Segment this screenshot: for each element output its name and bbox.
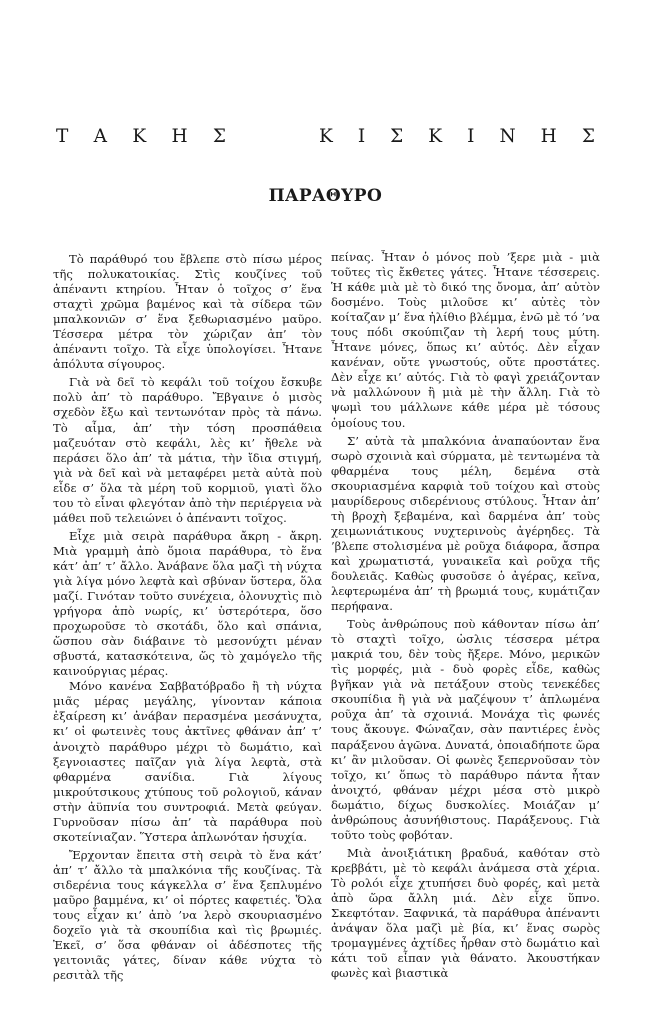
author-letter: Τ [56,126,69,147]
author-first-name [56,126,226,148]
paragraph: Μόνο κανένα Σαββατόβραδο ἢ τὴ νύχτα μιᾶς μέρας μεγάλης, γίνονταν κάποια ἐξαίρεση κι’ ἀνάβαν περασμένα μεσάνυχτα, κι’ οἱ φωτεινὲς τους ἀκτῖνες φθάναν ἀπ’ τ’ ἀνοιχτὸ παράθυρο μέχρι τὸ δωμάτιο, καὶ ξεγνοιαστες παῖζαν γιὰ λίγα λεφτὰ, στὰ φθαρμένα σανίδια. Γιὰ λίγους μικρούτσικους χτύπους τοῦ ρολογιοῦ, κάναν στὴν ἀϋπνία του συντροφιά. Μετὰ φεύγαν. Γυρνοῦσαν πίσω ἀπ’ τὰ παράθυρα ποὺ σκοτείνιαζαν. Ὕστερα ἀπλωνόταν ἡσυχία. [53,679,322,844]
author-letter: Κ [428,126,443,147]
author-letter: Σ [212,126,226,147]
paragraph: πείνας. Ἦταν ὁ μόνος ποὺ ’ξερε μιὰ - μιὰ τοῦτες τὶς ἔκθετες γάτες. Ἦτανε τέσσερεις. Ἡ κάθε μιὰ μὲ τὸ δικό της ὄνομα, ἀπ’ αὐτὸν δοσμένο. Τοὺς μιλοῦσε κι’ αὐτὲς τὸν κοίταζαν μ’ ἕνα ἠλίθιο βλέμμα, ἐνῶ μὲ τό ’να τους πόδι σκούπιζαν τὴ λερή τους μύτη. Ἦτανε μόνες, ὅπως κι’ αὐτός. Δὲν εἶχαν κανέναν, οὔτε γνωστούς, οὔτε προστάτες. Δὲν εἶχε κι’ αὐτός. Γιὰ τὸ φαγὶ χρειάζονταν νὰ μαλλώνουν ἢ μιὰ μὲ τὴν ἄλλη. Γιὰ τὸ ψωμὶ του μάλλωνε κάθε μέρα μὲ τόσους ὁμοίους του. [331,250,600,430]
author-last-name [319,126,595,148]
text-column-right [331,250,600,984]
author-letter: Ι [357,126,366,147]
paragraph: Τὸ παράθυρό του ἔβλεπε στὸ πίσω μέρος τῆς πολυκατοικίας. Στὶς κουζίνες τοῦ ἀπέναντι κτηρίου. Ἦταν ὁ τοῖχος σ’ ἕνα σταχτὶ χρῶμα βαμένος καὶ τὰ σίδερα τῶν μπαλκονιῶν σ’ ἕνα ξεθωριασμένο μαῦρο. Τέσσερα μέτρα τὸν χώριζαν ἀπ’ τὸν ἀπέναντι τοῖχο. Τὰ εἶχε ὑπολογίσει. Ἦτανε ἀπόλυτα σίγουρος. [53,252,322,372]
author-letter: Κ [319,126,333,147]
author-letter: Σ [581,126,595,147]
paragraph: Μιὰ ἀνοιξιάτικη βραδυά, καθόταν στὸ κρεββάτι, μὲ τὸ κεφάλι ἀνάμεσα στὰ χέρια. Τὸ ρολόι εἶχε χτυπήσει δυὸ φορές, καὶ μετὰ ἀπὸ ὥρα ἄλλη μιά. Δὲν εἶχε ὕπνο. Σκεφτόταν. Ξαφνικά, τὰ παράθυρα ἀπέναντι ἀνάψαν ὅλα μαζὶ μὲ βία, κι’ ἕνας σωρὸς τρομαγμένες ἀχτίδες ἦρθαν στὸ δωμάτιο καὶ κάτι τοῦ εἶπαν γιὰ θάνατο. Ἀκουστήκαν φωνὲς καὶ βιαστικὰ [331,845,600,981]
paragraph: Εἶχε μιὰ σειρὰ παράθυρα ἄκρη - ἄκρη. Μιὰ γραμμὴ ἀπὸ ὅμοια παράθυρα, τὸ ἕνα κάτ’ ἀπ’ τ’ ἄλλο. Ἀνάβανε ὅλα μαζὶ τὴ νύχτα γιὰ λίγα μόνο λεφτὰ καὶ σβύναν ὕστερα, ὅλα μαζί. Γινόταν τοῦτο συνέχεια, ὁλονυχτὶς πιὸ γρήγορα ἀπὸ νωρίς, κι’ ὑστερότερα, ὅσο προχωροῦσε τὸ σκοτάδι, ὅλο καὶ σπάνια, ὥσπου σὰν διάβαινε τὸ μεσονύχτι μέναν σβυστά, κατασκότεινα, ὥς τὸ χαμόγελο τῆς καινούργιας μέρας. [53,528,322,679]
author-name [56,126,595,148]
author-letter: Η [171,126,188,147]
author-letter: Η [540,126,557,147]
author-letter: Α [93,126,108,147]
paragraph: Γιὰ νὰ δεῖ τὸ κεφάλι τοῦ τοίχου ἔσκυβε πολὺ ἀπ’ τὸ παράθυρο. Ἔβγαινε ὁ μισὸς σχεδὸν ἔξω καὶ τεντωνόταν πρὸς τὰ πάνω. Τὸ αἷμα, ἀπ’ τὴν τόση προσπάθεια μαζευόταν στὸ κεφάλι, λὲς κι’ ἤθελε νὰ περάσει ὅλο ἀπ’ τὰ μάτια, τὴν ἴδια στιγμή, γιὰ νὰ δεῖ καὶ νὰ μεταφέρει μετὰ αὐτὰ ποὺ εἶδε σ’ ὅλα τὰ μέρη τοῦ κορμιοῦ, γιατὶ ὅλο του τὸ εἶναι φλεγόταν ἀπὸ τὴν περιέργεια νὰ μάθει ποῦ τελειώνει ὁ ἀπέναντι τοῖχος. [53,375,322,525]
author-letter: Σ [390,126,404,147]
paragraph: Ἔρχονταν ἔπειτα στὴ σειρὰ τὸ ἕνα κάτ’ ἀπ’ τ’ ἄλλο τὰ μπαλκόνια τῆς κουζίνας. Τὰ σιδερένια τους κάγκελλα σ’ ἕνα ξεπλυμένο μαῦρο βαμμένα, κι’ οἱ πόρτες καφετιές. Ὅλα τους εἶχαν κι’ ἀπὸ ’να λερὸ σκουριασμένο δοχεῖο γιὰ τὰ σκουπίδια καὶ τὶς βρωμιές. Ἐκεῖ, σ’ ὅσα φθάναν οἱ ἀδέσποτες τῆς γειτονιᾶς γάτες, δίναν κάθε νύχτα τὸ ρεσιτὰλ τῆς [53,847,322,983]
story-title: ΠΑΡΑΘΥΡΟ [268,186,383,206]
author-letter: Κ [132,126,147,147]
author-letter: Ν [499,126,516,147]
author-letter: Ι [467,126,475,147]
paragraph: Τοὺς ἀνθρώπους ποὺ κάθονταν πίσω ἀπ’ τὸ σταχτὶ τοῖχο, ὡσλις τέσσερα μέτρα μακριά του, δὲν τοὺς ἤξερε. Μόνο, μερικῶν τὶς μορφές, μιὰ - δυὸ φορὲς εἶδε, καθὼς βγῆκαν γιὰ νὰ πετάξουν στοὺς τενεκέδες σκουπίδια ἢ γιὰ νὰ μαζέψουν τ’ ἁπλωμένα ροῦχα ἀπ’ τὰ σχοινιά. Μονάχα τὶς φωνές τους ἄκουγε. Φώναζαν, σὰν παντιέρες ἑνὸς παράξενου ἀγῶνα. Δυνατά, ὁποιαδήποτε ὥρα κι’ ἂν μιλοῦσαν. Οἱ φωνὲς ξεπερνοῦσαν τὸν τοῖχο, κι’ ὅπως τὸ παράθυρο πάντα ἦταν ἀνοιχτό, φθάναν μέχρι μέσα στὸ μικρὸ δωμάτιο, δίχως δυσκολίες. Μοιάζαν μ’ ἀνθρώπους ἀσυνήθιστους. Παράξενους. Γιὰ τοῦτο τοὺς φοβόταν. [331,617,600,842]
text-column-left [53,252,322,986]
paragraph: Σ’ αὐτὰ τὰ μπαλκόνια ἀναπαύονταν ἕνα σωρὸ σχοινιὰ καὶ σύρματα, μὲ τεντωμένα τὰ φθαρμένα τους μέλη, δεμένα στὰ σκουριασμένα καρφιὰ τοῦ τοίχου καὶ στοὺς μαυρίδερους σιδερένιους στύλους. Ἦταν ἀπ’ τὴ βροχὴ ξεβαμένα, καὶ δαρμένα ἀπ’ τοὺς χειμωνιάτικους νυχτερινοὺς ἀγέρηδες. Τὰ ’βλεπε στολισμένα μὲ ροῦχα διάφορα, ἄσπρα καὶ χρωματιστά, γυναικεῖα καὶ ροῦχα τῆς δουλειᾶς. Καθὼς φυσοῦσε ὁ ἀγέρας, κεῖνα, λεφτερωμένα ἀπ’ τὴ βρωμιά τους, κυμάτιζαν περήφανα. [331,433,600,614]
